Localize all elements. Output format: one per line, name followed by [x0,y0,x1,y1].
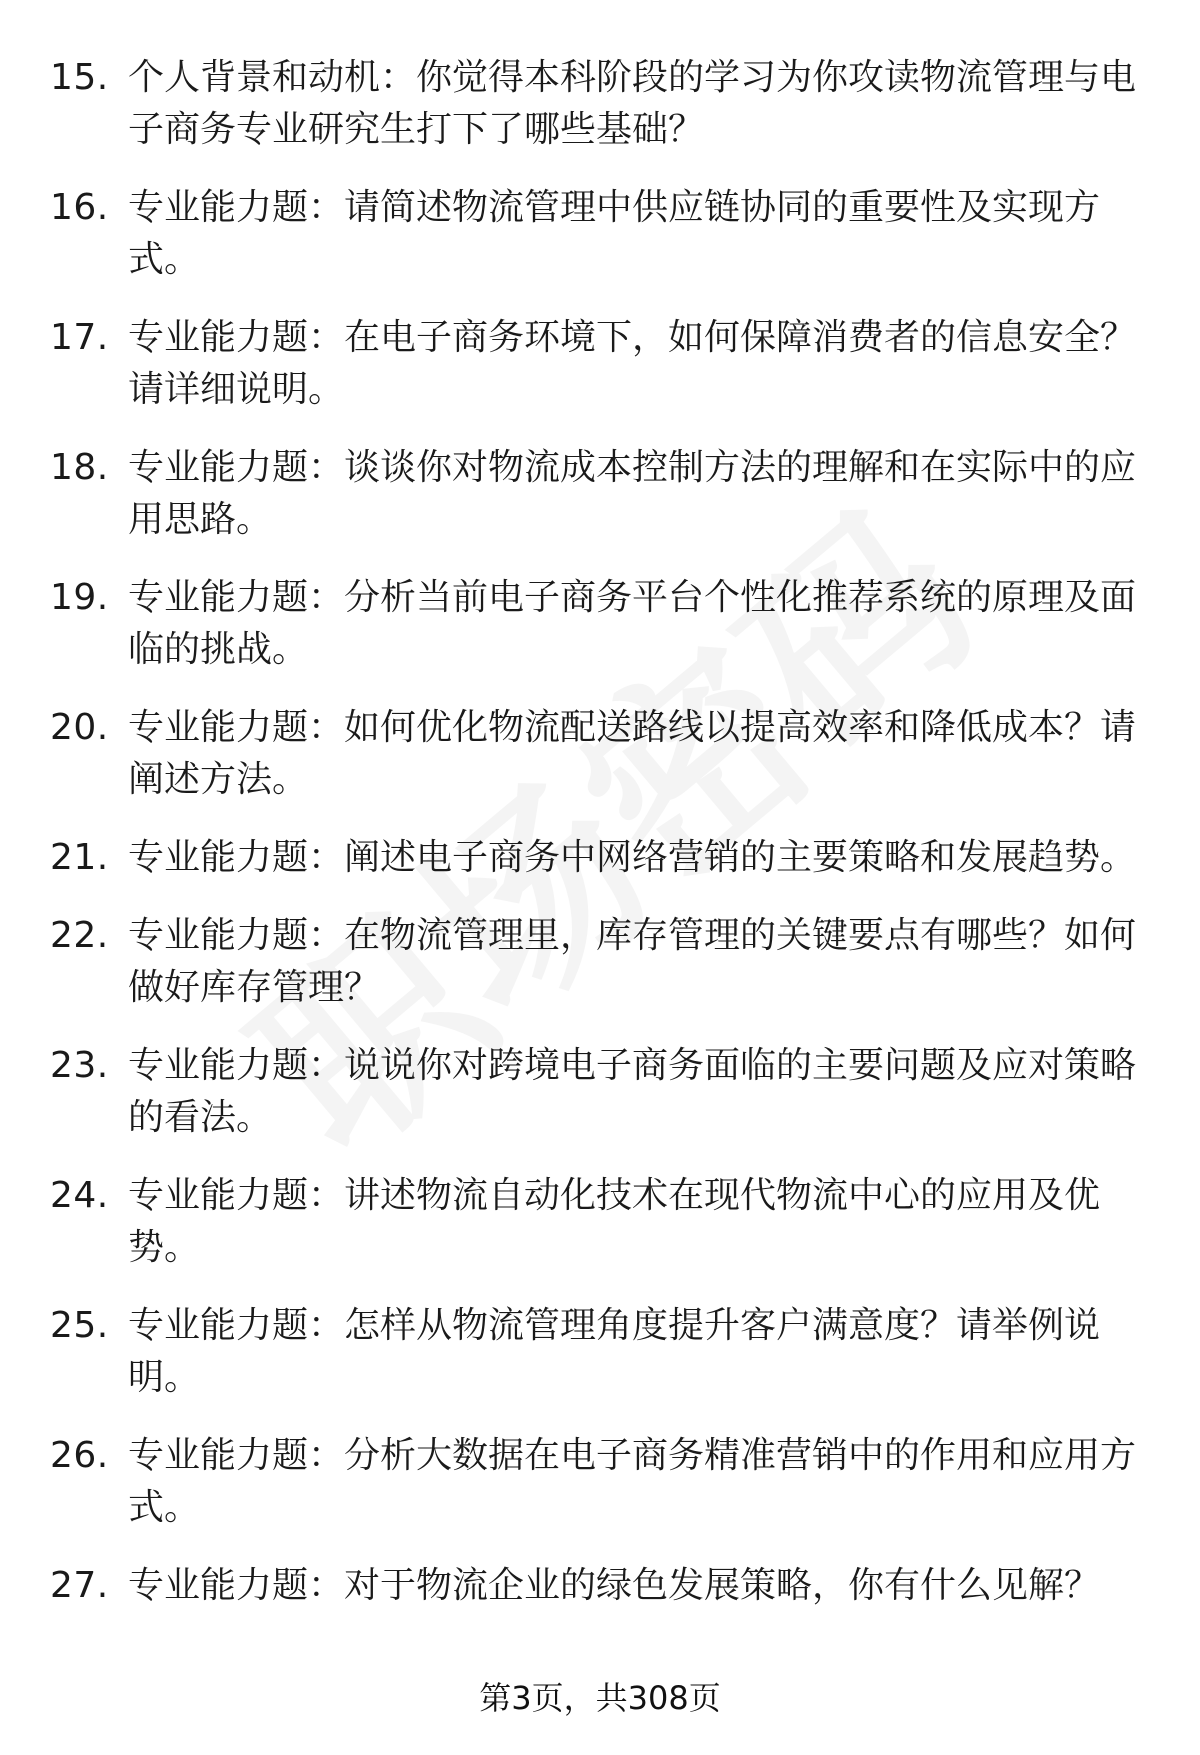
list-item [0,1560,1200,1612]
question-number: 21. [50,837,109,878]
list-item [0,832,1200,884]
question-number: 22. [50,915,109,956]
question-text: 个人背景和动机：你觉得本科阶段的学习为你攻读物流管理与电子商务专业研究生打下了哪些基础？ [128,57,1137,150]
question-number: 23. [50,1045,109,1086]
question-text: 专业能力题：分析当前电子商务平台个性化推荐系统的原理及面临的挑战。 [128,577,1137,670]
question-text: 专业能力题：在物流管理里，库存管理的关键要点有哪些？如何做好库存管理？ [128,915,1137,1008]
question-text: 专业能力题：说说你对跨境电子商务面临的主要问题及应对策略的看法。 [128,1045,1137,1138]
question-text: 专业能力题：阐述电子商务中网络营销的主要策略和发展趋势。 [128,837,1137,878]
list-item [0,910,1200,1014]
question-number: 24. [50,1175,109,1216]
question-list [0,52,1200,1638]
list-item [0,1300,1200,1404]
question-text: 专业能力题：讲述物流自动化技术在现代物流中心的应用及优势。 [128,1175,1101,1268]
question-text: 专业能力题：请简述物流管理中供应链协同的重要性及实现方式。 [128,187,1101,280]
question-number: 20. [50,707,109,748]
question-number: 25. [50,1305,109,1346]
list-item [0,52,1200,156]
question-text: 专业能力题：在电子商务环境下，如何保障消费者的信息安全？请详细说明。 [128,317,1137,410]
question-number: 15. [50,57,109,98]
list-item [0,1430,1200,1534]
list-item [0,312,1200,416]
question-text: 专业能力题：分析大数据在电子商务精准营销中的作用和应用方式。 [128,1435,1137,1528]
question-text: 专业能力题：谈谈你对物流成本控制方法的理解和在实际中的应用思路。 [128,447,1137,540]
list-item [0,572,1200,676]
question-text: 专业能力题：如何优化物流配送路线以提高效率和降低成本？请阐述方法。 [128,707,1137,800]
question-number: 18. [50,447,109,488]
question-number: 16. [50,187,109,228]
question-number: 26. [50,1435,109,1476]
list-item [0,442,1200,546]
list-item [0,702,1200,806]
question-number: 27. [50,1565,109,1606]
question-number: 17. [50,317,109,358]
question-text: 专业能力题：怎样从物流管理角度提升客户满意度？请举例说明。 [128,1305,1101,1398]
list-item [0,1040,1200,1144]
question-number: 19. [50,577,109,618]
list-item [0,1170,1200,1274]
list-item [0,182,1200,286]
question-text: 专业能力题：对于物流企业的绿色发展策略，你有什么见解？ [128,1565,1101,1606]
page-indicator: 第3页，共308页 [479,1679,721,1717]
